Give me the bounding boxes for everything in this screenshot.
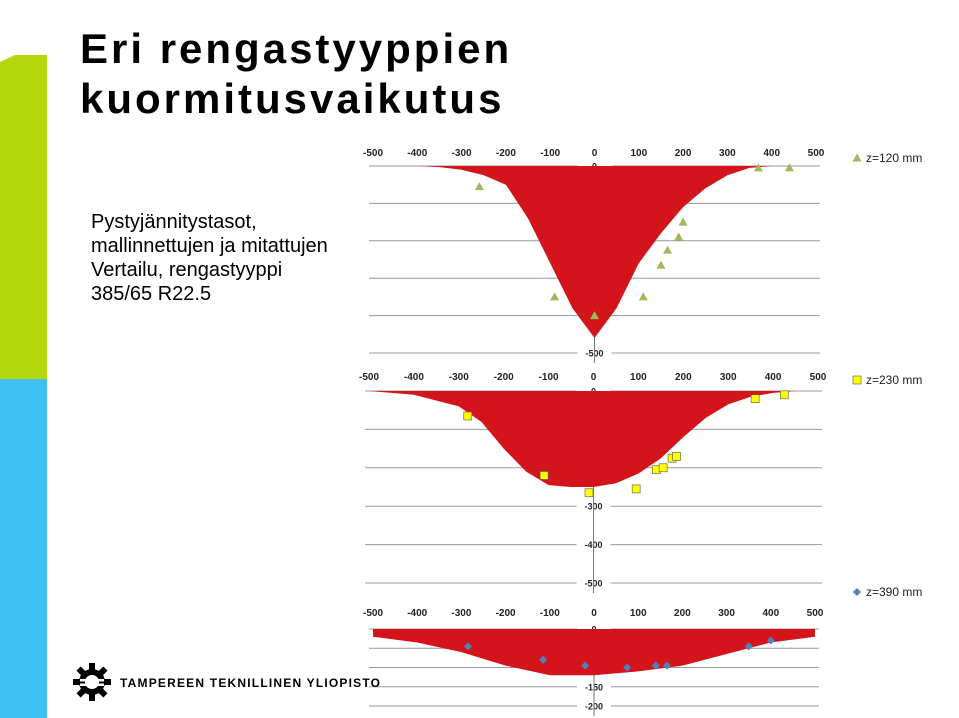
description-line-1: Pystyjännitystasot, — [91, 211, 257, 233]
x-tick-label: 200 — [674, 608, 691, 619]
x-tick-label: -300 — [448, 372, 469, 383]
measured-point — [540, 471, 548, 479]
x-tick-label: 500 — [806, 608, 824, 619]
logo-text: TAMPEREEN TEKNILLINEN YLIOPISTO — [120, 676, 382, 690]
x-tick-label: 200 — [674, 372, 692, 383]
measured-point — [464, 412, 472, 420]
measured-point — [673, 452, 681, 460]
x-tick-label: -100 — [538, 372, 559, 383]
measured-point — [639, 292, 648, 300]
y-tick-label: -150 — [584, 682, 604, 693]
x-tick-label: 100 — [630, 372, 647, 383]
measured-point — [659, 464, 667, 472]
legend-label: z=230 mm — [866, 373, 923, 387]
measured-point — [550, 292, 559, 300]
x-tick-label: -500 — [362, 608, 384, 619]
legend — [853, 585, 922, 599]
title-line-2: kuormitusvaikutus — [80, 75, 505, 122]
x-tick-label: -400 — [403, 372, 424, 383]
x-tick-label: 300 — [718, 608, 735, 619]
x-tick-label: 300 — [719, 148, 736, 159]
x-tick-label: -400 — [407, 608, 428, 619]
measured-point — [780, 391, 788, 399]
x-tick-label: 500 — [807, 148, 825, 159]
x-tick-label: 300 — [719, 372, 737, 383]
x-tick-label: -400 — [407, 148, 428, 159]
measured-point — [751, 395, 759, 403]
x-tick-label: 500 — [809, 372, 827, 383]
measured-point — [679, 218, 688, 226]
measured-point — [656, 261, 665, 269]
legend-marker — [853, 588, 861, 596]
legend-label: z=120 mm — [866, 151, 923, 165]
chart-2 — [359, 372, 922, 593]
measured-point — [663, 246, 672, 254]
chart-3 — [363, 585, 922, 716]
x-tick-label: -200 — [495, 148, 516, 159]
x-tick-label: 0 — [591, 608, 597, 619]
description-line-2: mallinnettujen ja mitattujen — [91, 235, 328, 257]
x-tick-label: 400 — [763, 148, 781, 159]
y-tick-label: -200 — [584, 701, 604, 712]
model-stress-area — [373, 629, 815, 675]
x-tick-label: -500 — [362, 148, 384, 159]
legend-label: z=390 mm — [866, 585, 923, 599]
university-logo — [72, 662, 382, 704]
y-tick-label: -300 — [584, 501, 603, 512]
title-line-1: Eri rengastyyppien — [80, 25, 513, 72]
slide-description — [91, 210, 328, 306]
x-tick-label: 400 — [762, 608, 780, 619]
chart-1 — [363, 148, 922, 363]
measured-point — [632, 485, 640, 493]
measured-point — [674, 233, 683, 241]
description-line-4: 385/65 R22.5 — [91, 283, 212, 305]
measured-point — [785, 163, 794, 171]
x-tick-label: 100 — [630, 148, 648, 159]
y-tick-label: -500 — [585, 348, 604, 359]
x-tick-label: -300 — [451, 608, 472, 619]
x-tick-label: 400 — [764, 372, 782, 383]
legend-marker — [853, 376, 861, 384]
x-tick-label: 0 — [591, 148, 598, 159]
x-tick-label: -200 — [495, 608, 516, 619]
legend — [853, 151, 923, 165]
y-tick-label: -400 — [584, 540, 603, 551]
model-stress-area — [369, 391, 818, 487]
measured-point — [475, 182, 484, 190]
x-tick-label: 0 — [590, 372, 597, 383]
description-line-3: Vertailu, rengastyyppi — [91, 259, 283, 281]
x-tick-label: -200 — [493, 372, 514, 383]
x-tick-label: 100 — [629, 608, 647, 619]
x-tick-label: -100 — [539, 608, 560, 619]
legend-marker — [853, 154, 862, 162]
y-tick-label: -500 — [584, 578, 603, 589]
legend — [853, 373, 922, 387]
x-tick-label: -500 — [358, 372, 380, 383]
gear-logo-icon — [72, 662, 112, 702]
x-tick-label: 200 — [674, 148, 692, 159]
x-tick-label: -100 — [540, 148, 561, 159]
measured-point — [585, 489, 593, 497]
x-tick-label: -300 — [451, 148, 472, 159]
